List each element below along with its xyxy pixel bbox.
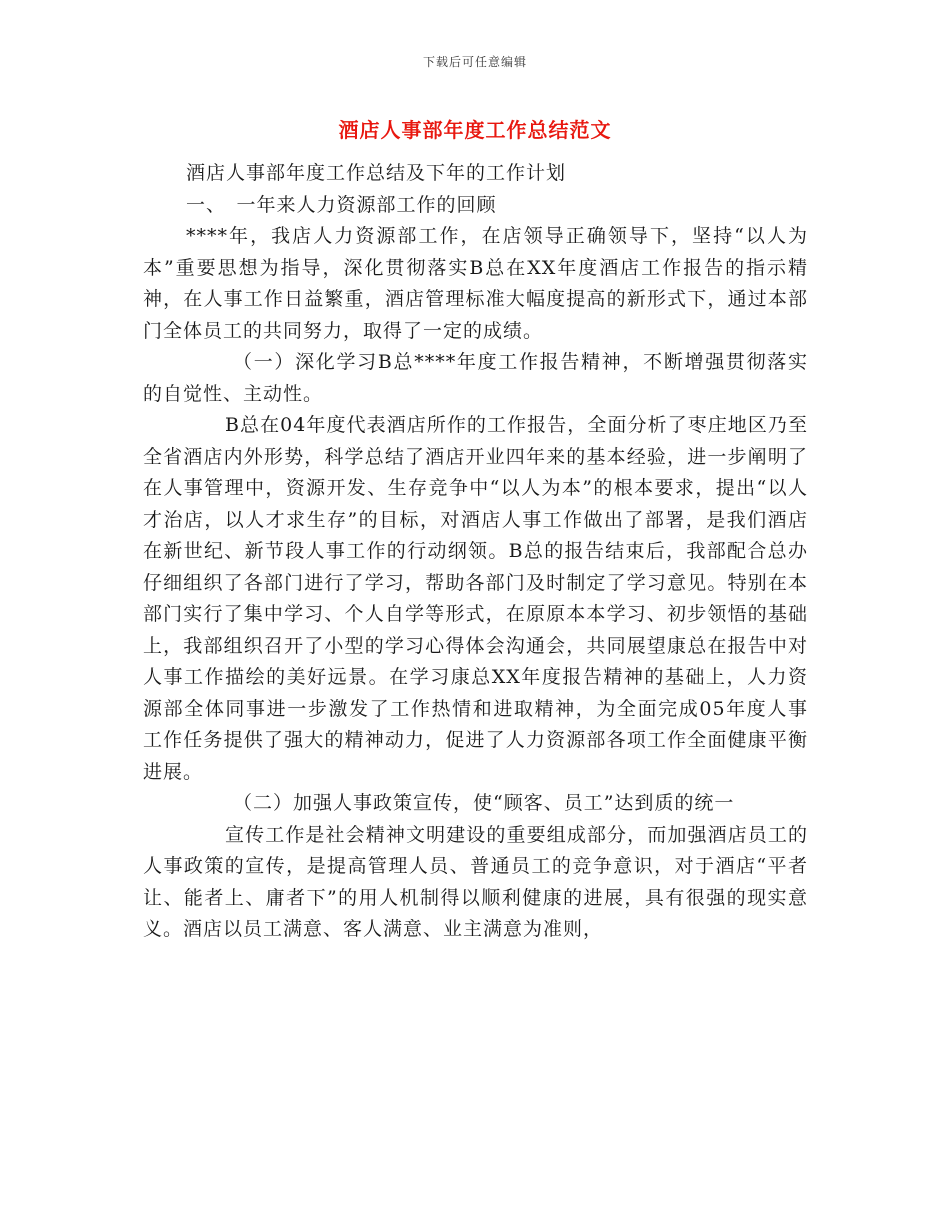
paragraph: 宣传工作是社会精神文明建设的重要组成部分，而加强酒店员工的人事政策的宣传，是提高管理人员、普通员工的竞争意识，对于酒店“平者让、能者上、庸者下”的用人机制得以顺利健康的进展，具有很强的现实意义。酒店以员工满意、客人满意、业主满意为准则， [143,823,808,940]
document-body [143,158,808,946]
paragraph: ****年，我店人力资源部工作，在店领导正确领导下，坚持“以人为本”重要思想为指导，深化贯彻落实B总在XX年度酒店工作报告的指示精神，在人事工作日益繁重，酒店管理标准大幅度提高的新形式下，通过本部门全体员工的共同努力，取得了一定的成绩。 [143,225,808,342]
subtitle-line: 酒店人事部年度工作总结及下年的工作计划 [186,162,567,184]
header-note: 下载后可任意编辑 [422,55,527,69]
paragraph: B总在04年度代表酒店所作的工作报告，全面分析了枣庄地区乃至全省酒店内外形势，科学总结了酒店开业四年来的基本经验，进一步阐明了在人事管理中，资源开发、生存竞争中“以人为本”的根本要求，提出“以人才治店，以人才求生存”的目标，对酒店人事工作做出了部署，是我们酒店在新世纪、新节段人事工作的行动纲领。B总的报告结束后，我部配合总办仔细组织了各部门进行了学习，帮助各部门及时制定了学习意见。特别在本部门实行了集中学习、个人自学等形式，在原原本本学习、初步领悟的基础上，我部组织召开了小型的学习心得体会沟通会，共同展望康总在报告中对人事工作描绘的美好远景。在学习康总XX年度报告精神的基础上，人力资源部全体同事进一步激发了工作热情和进取精神，为全面完成05年度人事工作任务提供了强大的精神动力，促进了人力资源部各项工作全面健康平衡进展。 [143,414,808,783]
subsection-heading: （一）深化学习B总****年度工作报告精神，不断增强贯彻落实的自觉性、主动性。 [143,351,808,405]
subsection-heading: （二）加强人事政策宣传，使“顾客、员工”达到质的统一 [233,792,735,814]
section-heading: 一、 一年来人力资源部工作的回顾 [186,193,497,216]
document-title: 酒店人事部年度工作总结范文 [338,118,612,142]
